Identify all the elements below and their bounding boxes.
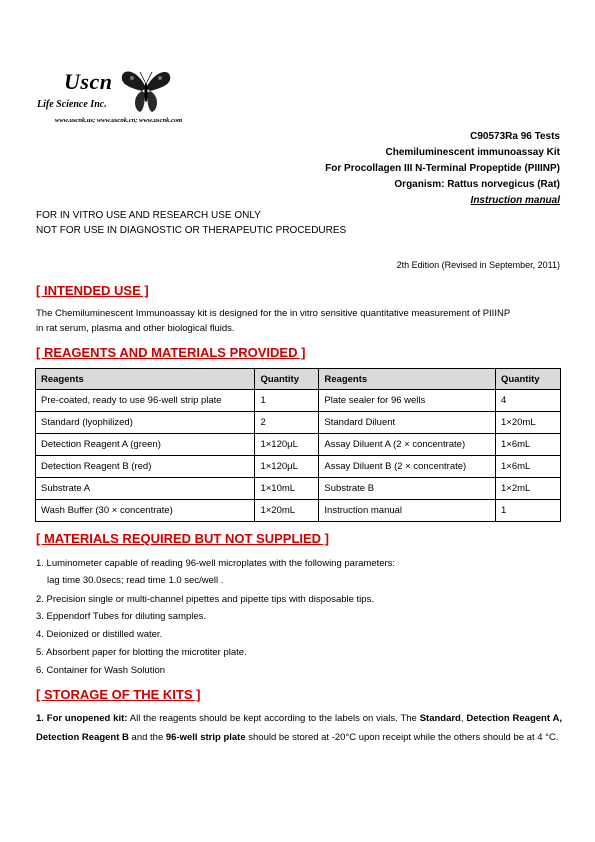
table-cell: 2 bbox=[255, 412, 319, 434]
table-cell: Wash Buffer (30 × concentrate) bbox=[36, 500, 255, 522]
kit-organism: Organism: Rattus norvegicus (Rat) bbox=[394, 179, 560, 190]
list-item: 1. Luminometer capable of reading 96-well microplates with the following parameters: bbox=[36, 558, 396, 569]
table-cell: 1×20mL bbox=[255, 500, 319, 522]
list-item: 5. Absorbent paper for blotting the microtiter plate. bbox=[36, 647, 247, 658]
storage-bold: 96-well strip plate bbox=[165, 732, 246, 743]
intended-text-line2: in rat serum, plasma and other biological fluids. bbox=[36, 323, 235, 334]
intended-text-line1: The Chemiluminescent Immunoassay kit is designed for the in vitro sensitive quantitative measurement of PIIINP bbox=[36, 308, 511, 319]
section-intended-use: [ INTENDED USE ] bbox=[36, 283, 149, 298]
notice-not-diagnostic: NOT FOR USE IN DIAGNOSTIC OR THERAPEUTIC PROCEDURES bbox=[36, 225, 347, 236]
table-cell: Detection Reagent B (red) bbox=[36, 456, 255, 478]
table-cell: Pre-coated, ready to use 96-well strip plate bbox=[36, 390, 255, 412]
table-cell: 1×2mL bbox=[496, 478, 561, 500]
list-item: 6. Container for Wash Solution bbox=[36, 665, 166, 676]
table-cell: 1×6mL bbox=[496, 456, 561, 478]
header-quantity: Quantity bbox=[496, 369, 561, 390]
table-cell: Substrate B bbox=[319, 478, 496, 500]
table-cell: Assay Diluent A (2 × concentrate) bbox=[319, 434, 496, 456]
storage-paragraph bbox=[36, 709, 562, 747]
table-row bbox=[36, 390, 561, 412]
logo-name: Uscn bbox=[64, 69, 113, 94]
list-item: lag time 30.0secs; read time 1.0 sec/well . bbox=[47, 575, 224, 586]
manual-label: Instruction manual bbox=[470, 195, 560, 206]
table-row bbox=[36, 434, 561, 456]
logo-websites: www.uscnk.us; www.uscnk.cn; www.uscnk.com bbox=[55, 117, 183, 124]
storage-text: , bbox=[460, 713, 467, 724]
section-storage: [ STORAGE OF THE KITS ] bbox=[36, 687, 201, 702]
table-cell: Standard Diluent bbox=[319, 412, 496, 434]
reagents-table bbox=[35, 368, 561, 522]
notice-research-only: FOR IN VITRO USE AND RESEARCH USE ONLY bbox=[36, 210, 261, 221]
list-item: 2. Precision single or multi-channel pipettes and pipette tips with disposable tips. bbox=[36, 594, 374, 605]
table-cell: Plate sealer for 96 wells bbox=[319, 390, 496, 412]
table-cell: 1×120μL bbox=[255, 434, 319, 456]
table-cell: Assay Diluent B (2 × concentrate) bbox=[319, 456, 496, 478]
header-reagents: Reagents bbox=[319, 369, 496, 390]
table-cell: Standard (lyophilized) bbox=[36, 412, 255, 434]
table-cell: 1×10mL bbox=[255, 478, 319, 500]
section-reagents: [ REAGENTS AND MATERIALS PROVIDED ] bbox=[36, 345, 306, 360]
storage-text: All the reagents should be kept according to the labels on vials. The bbox=[127, 713, 420, 724]
storage-text: and the bbox=[128, 732, 166, 743]
table-cell: Substrate A bbox=[36, 478, 255, 500]
table-row bbox=[36, 412, 561, 434]
table-row bbox=[36, 500, 561, 522]
table-cell: 4 bbox=[496, 390, 561, 412]
storage-bold: Standard bbox=[419, 713, 461, 724]
logo-subtitle: Life Science Inc. bbox=[37, 99, 107, 110]
table-cell: 1×20mL bbox=[496, 412, 561, 434]
table-cell: 1×6mL bbox=[496, 434, 561, 456]
storage-bold: Detection Reagent A, Detection Reagent B bbox=[36, 713, 562, 743]
catalog-code: C90573Ra 96 Tests bbox=[470, 131, 560, 142]
table-header-row bbox=[36, 369, 561, 390]
list-item: 3. Eppendorf Tubes for diluting samples. bbox=[36, 611, 207, 622]
kit-target: For Procollagen III N-Terminal Propeptide (PIIINP) bbox=[325, 163, 560, 174]
list-item: 4. Deionized or distilled water. bbox=[36, 629, 163, 640]
table-row bbox=[36, 478, 561, 500]
table-cell: 1×120μL bbox=[255, 456, 319, 478]
storage-text: should be stored at -20°C upon receipt while the others should be at 4 °C. bbox=[245, 732, 559, 743]
header-reagents: Reagents bbox=[36, 369, 255, 390]
storage-lead: 1. For unopened kit: bbox=[36, 713, 128, 724]
table-cell: 1 bbox=[255, 390, 319, 412]
table-cell: Detection Reagent A (green) bbox=[36, 434, 255, 456]
table-cell: Instruction manual bbox=[319, 500, 496, 522]
table-row bbox=[36, 456, 561, 478]
table-cell: 1 bbox=[496, 500, 561, 522]
kit-name: Chemiluminescent immunoassay Kit bbox=[385, 147, 560, 158]
section-materials-required: [ MATERIALS REQUIRED BUT NOT SUPPLIED ] bbox=[36, 531, 330, 546]
header-quantity: Quantity bbox=[255, 369, 319, 390]
edition-text: 2th Edition (Revised in September, 2011) bbox=[396, 260, 560, 270]
butterfly-logo-icon bbox=[120, 66, 172, 116]
